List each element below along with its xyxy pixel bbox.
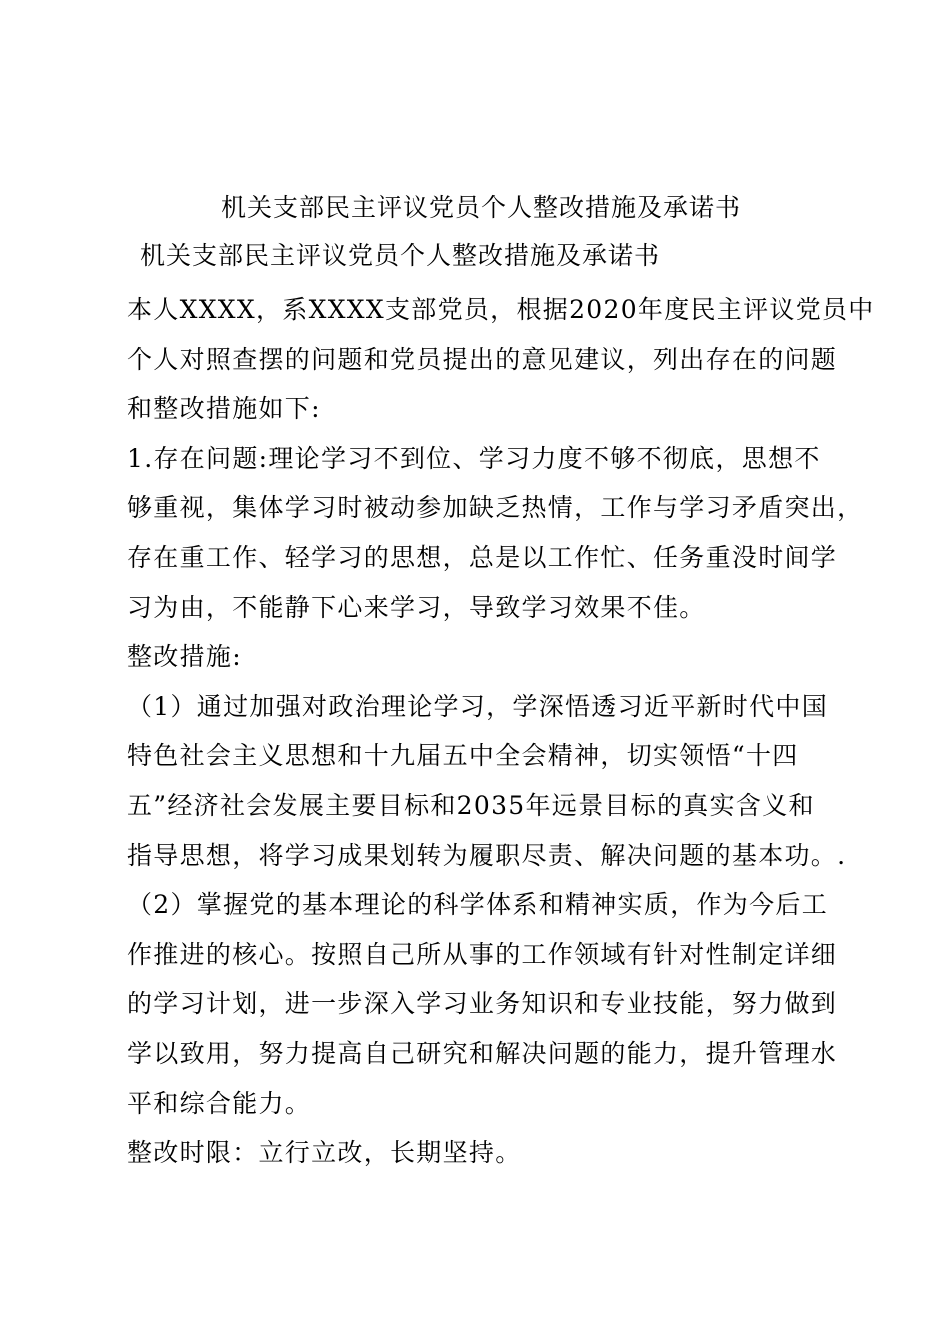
body-line: （2）掌握党的基本理论的科学体系和精神实质，作为今后工 — [127, 890, 829, 920]
body-line: 整改时限：立行立改，长期坚持。 — [127, 1138, 522, 1168]
body-line: 五”经济社会发展主要目标和2035年远景目标的真实含义和 — [127, 790, 815, 820]
body-line: 的学习计划，进一步深入学习业务知识和专业技能，努力做到 — [127, 989, 838, 1019]
document-title: 机关支部民主评议党员个人整改措施及承诺书 — [221, 193, 742, 222]
body-line: 1.存在问题:理论学习不到位、学习力度不够不彻底，思想不 — [127, 443, 821, 473]
body-line: 作推进的核心。按照自己所从事的工作领域有针对性制定详细 — [127, 939, 838, 969]
body-line: 整改措施: — [127, 642, 242, 672]
body-line: （1）通过加强对政治理论学习，学深悟透习近平新时代中国 — [127, 691, 829, 721]
body-line: 平和综合能力。 — [127, 1088, 312, 1118]
body-line: 和整改措施如下: — [127, 394, 321, 424]
body-line: 个人对照查摆的问题和党员提出的意见建议，列出存在的问题 — [127, 344, 838, 374]
body-line: 学以致用，努力提高自己研究和解决问题的能力，提升管理水 — [127, 1038, 838, 1068]
body-line: 存在重工作、轻学习的思想，总是以工作忙、任务重没时间学 — [127, 542, 838, 572]
body-line: 习为由，不能静下心来学习，导致学习效果不佳。 — [127, 592, 706, 622]
document-subtitle: 机关支部民主评议党员个人整改措施及承诺书 — [140, 241, 661, 270]
body-line: 够重视，集体学习时被动参加缺乏热情，工作与学习矛盾突出， — [127, 493, 864, 523]
document-body — [127, 285, 875, 1178]
body-line: 本人XXXX，系XXXX支部党员，根据2020年度民主评议党员中 — [127, 295, 875, 324]
body-line: 指导思想，将学习成果划转为履职尽责、解决问题的基本功。. — [127, 840, 847, 870]
body-line: 特色社会主义思想和十九届五中全会精神，切实领悟“十四 — [127, 741, 799, 771]
